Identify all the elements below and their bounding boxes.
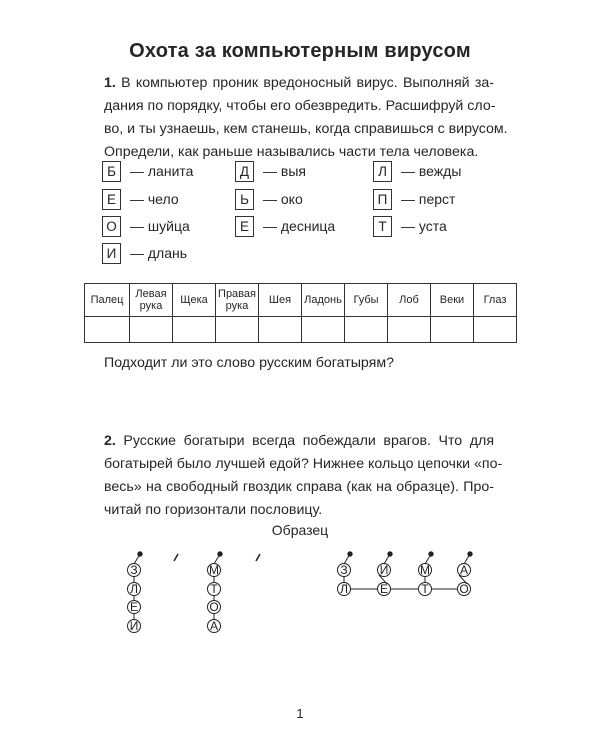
cipher-item: И — длань	[102, 241, 187, 265]
body-parts-table	[84, 283, 517, 343]
task1-line-1: 1. В компьютер проник вредоносный вирус. Выполняй за-	[104, 75, 494, 91]
cipher-letter-box: Б	[102, 161, 121, 182]
ring-letter: О	[459, 582, 469, 596]
task2-line-1: 2. Русские богатыри всегда побеждали врагов. Что для	[104, 433, 494, 449]
sample-label: Образец	[271, 522, 329, 538]
cipher-letter-box: Т	[373, 216, 392, 237]
ring-chains-illustration	[0, 545, 600, 655]
answer-cell[interactable]	[216, 317, 259, 343]
ring-letter: Е	[129, 600, 139, 614]
table-answer-row	[85, 317, 517, 343]
ring-letter: З	[130, 563, 138, 577]
answer-cell[interactable]	[302, 317, 345, 343]
cipher-item: Л — вежды	[373, 159, 461, 183]
cipher-word: ланита	[147, 163, 194, 179]
cipher-item: Т — уста	[373, 214, 447, 238]
table-header-cell: Правая рука	[216, 284, 259, 317]
cipher-word: око	[280, 191, 303, 207]
cipher-word: шуйца	[147, 218, 190, 234]
cipher-item: Е — десница	[235, 214, 335, 238]
cipher-item: Ь — око	[235, 187, 303, 211]
cipher-letter-box: О	[102, 216, 121, 237]
question-text: Подходит ли это слово русским богатырям?	[104, 355, 394, 371]
ring-letter: Л	[340, 582, 348, 596]
answer-cell[interactable]	[173, 317, 216, 343]
ring-letter: И	[379, 563, 389, 577]
task2-line-4: читай по горизонтали пословицу.	[104, 502, 323, 518]
sample-chains	[338, 552, 473, 596]
cipher-word: уста	[418, 218, 447, 234]
chain-left-2	[208, 552, 223, 633]
table-header-cell: Губы	[345, 284, 388, 317]
cipher-letter-box: Е	[102, 189, 121, 210]
ring-letter: А	[209, 619, 219, 633]
table-header-cell: Глаз	[474, 284, 517, 317]
answer-cell[interactable]	[259, 317, 302, 343]
answer-cell[interactable]	[130, 317, 173, 343]
cipher-word: выя	[280, 163, 306, 179]
answer-cell[interactable]	[345, 317, 388, 343]
ring-letter: М	[420, 563, 430, 577]
task1-number: 1.	[104, 75, 116, 91]
task2-line-2: богатырей было лучшей едой? Нижнее кольцо цепочки «по-	[104, 456, 503, 472]
table-header-cell: Ладонь	[302, 284, 345, 317]
free-nail-icon	[256, 554, 260, 561]
task2-number: 2.	[104, 433, 116, 449]
cipher-word: перст	[418, 191, 456, 207]
task2-paragraph	[104, 430, 503, 522]
page-number: 1	[296, 706, 304, 721]
cipher-item: П — перст	[373, 187, 455, 211]
cipher-word: длань	[147, 245, 188, 261]
cipher-word: десница	[280, 218, 336, 234]
table-header-cell: Веки	[431, 284, 474, 317]
answer-cell[interactable]	[388, 317, 431, 343]
task1-line-3: во, и ты узнаешь, кем станешь, когда справишься с вирусом.	[104, 121, 508, 137]
cipher-letter-box: Л	[373, 161, 392, 182]
task1-line-2: дания по порядку, чтобы его обезвредить. Расшифруй сло-	[104, 98, 496, 114]
table-header-cell: Палец	[85, 284, 130, 317]
chain-left-1	[128, 552, 143, 633]
task1-line-4: Определи, как раньше назывались части тела человека.	[104, 144, 479, 160]
table-header-row	[85, 284, 517, 317]
ring-letter: З	[340, 563, 348, 577]
cipher-letter-box: П	[373, 189, 392, 210]
page-title: Охота за компьютерным вирусом	[129, 40, 471, 62]
cipher-item: Б — ланита	[102, 159, 193, 183]
cipher-item: Е — чело	[102, 187, 179, 211]
table-header-cell: Левая рука	[130, 284, 173, 317]
cipher-letter-box: Е	[235, 216, 254, 237]
table-header-cell: Лоб	[388, 284, 431, 317]
task2-line-3: весь» на свободный гвоздик справа (как на образце). Про-	[104, 479, 494, 495]
ring-letter: Т	[210, 582, 218, 596]
ring-letter: Е	[379, 582, 389, 596]
answer-cell[interactable]	[85, 317, 130, 343]
cipher-item: О — шуйца	[102, 214, 190, 238]
ring-letter: М	[209, 563, 219, 577]
ring-letter: Т	[421, 582, 429, 596]
cipher-word: чело	[147, 191, 179, 207]
cipher-letter-box: Ь	[235, 189, 254, 210]
table-header-cell: Шея	[259, 284, 302, 317]
answer-cell[interactable]	[431, 317, 474, 343]
cipher-letter-box: И	[102, 243, 121, 264]
table-header-cell: Щека	[173, 284, 216, 317]
ring-letter: А	[459, 563, 469, 577]
answer-cell[interactable]	[474, 317, 517, 343]
ring-letter: Л	[130, 582, 138, 596]
task1-paragraph	[104, 72, 508, 164]
ring-letter: И	[129, 619, 139, 633]
cipher-item: Д — выя	[235, 159, 306, 183]
ring-letter: О	[209, 600, 219, 614]
cipher-word: вежды	[418, 163, 462, 179]
cipher-letter-box: Д	[235, 161, 254, 182]
free-nail-icon	[174, 554, 178, 561]
